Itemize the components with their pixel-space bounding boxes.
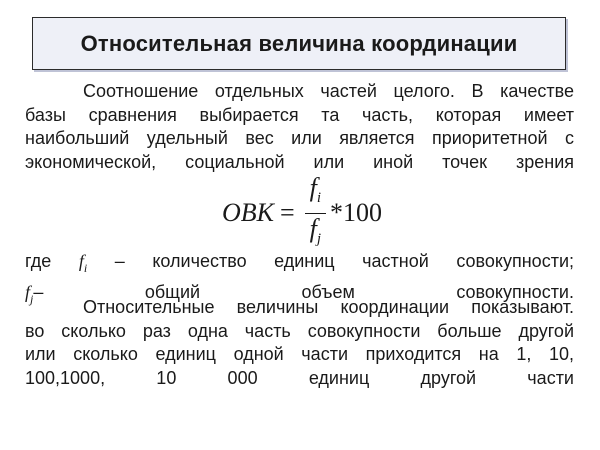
paragraph-line: экономической, социальной или иной точек зрения bbox=[25, 151, 574, 172]
paragraph-line: или сколько единиц одной части приходится на 1, 10, bbox=[25, 344, 574, 364]
paragraph-line: 100,1000, 10 000 единиц другой части bbox=[25, 367, 574, 388]
definition-line-fi bbox=[25, 250, 574, 281]
paragraph-definition bbox=[25, 80, 574, 174]
formula-lhs: ОВК bbox=[222, 198, 274, 227]
paragraph-explanation bbox=[25, 296, 574, 390]
fraction-numerator bbox=[305, 173, 326, 213]
paragraph-line: Относительные величины координации показывают. bbox=[83, 297, 574, 317]
formula bbox=[222, 172, 383, 247]
paragraph-line: Соотношение отдельных частей целого. В качестве bbox=[83, 81, 574, 101]
formula-fraction bbox=[305, 173, 326, 254]
paragraph-line: во сколько раз одна часть совокупности больше другой bbox=[25, 320, 574, 341]
symbol-subscript: i bbox=[83, 261, 88, 275]
numerator-subscript: i bbox=[316, 189, 322, 206]
numerator-symbol: f bbox=[309, 172, 317, 202]
formula-equals: = bbox=[279, 198, 295, 227]
symbol-letter: f bbox=[78, 251, 84, 271]
formula-multiplier: *100 bbox=[330, 198, 383, 227]
paragraph-line: наибольший удельный вес или является приоритетной с bbox=[25, 128, 574, 148]
definition-prefix: где bbox=[25, 251, 52, 271]
symbol-fi bbox=[78, 251, 88, 275]
symbol-subscript: j bbox=[30, 291, 34, 306]
slide-title: Относительная величина координации bbox=[80, 30, 518, 56]
title-box bbox=[32, 17, 566, 70]
paragraph-line: базы сравнения выбирается та часть, которая имеет bbox=[25, 104, 574, 125]
definition-text: – общий объем совокупности. bbox=[33, 281, 574, 302]
denominator-symbol: f bbox=[309, 213, 317, 243]
denominator-subscript: j bbox=[316, 230, 322, 247]
symbol-letter: f bbox=[25, 281, 31, 302]
fraction-denominator bbox=[305, 214, 326, 254]
definition-text: – количество единиц частной совокупности; bbox=[114, 251, 574, 271]
